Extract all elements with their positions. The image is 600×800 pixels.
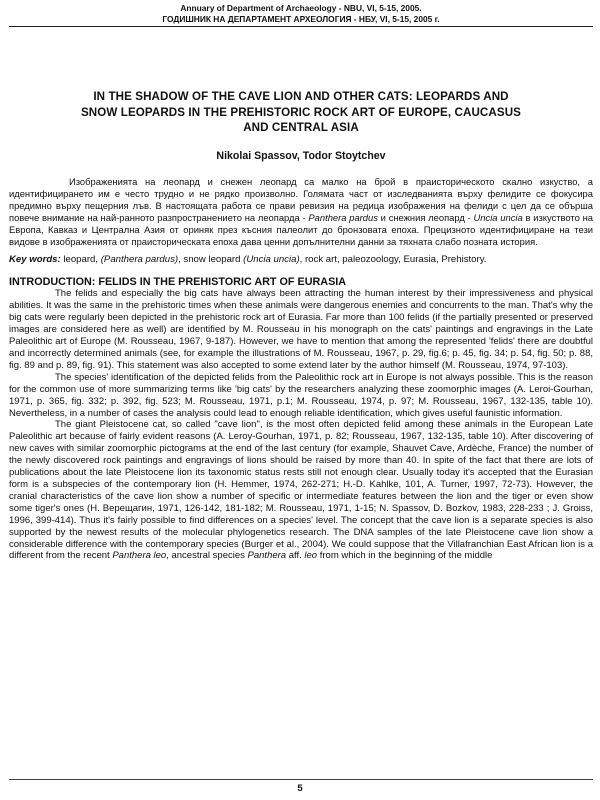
p3-text-e: aff. — [286, 550, 305, 562]
keywords-latin-1: (Panthera pardus) — [100, 254, 179, 266]
header-line-english: Annuary of Department of Archaeology - NBU, VI, 5-15, 2005. — [180, 3, 422, 13]
body-paragraph-2: The species' identification of the depicted felids from the Paleolithic rock art in Europe is not always possible. This is the reason for the common use of more summarizing terms like 'big cats' by the researchers analyzing these zoomorphic images (A. Leroi-Gourhan, 1971, p. 365, fig. 332; p. 392, fig. 523; M. Rousseau, 1971, p.1; M. Rousseau, 1974, p. 97; M. Rousseau, 1967, 132-135, table 10). Nevertheless, in a number of cases the analysis could lead to enough reliable identification, which gives useful faunistic information. — [9, 371, 593, 419]
page-number: 5 — [297, 783, 303, 794]
paper-title — [9, 89, 593, 136]
abstract-text-3: в изкуството на Европа, Кавказ и Централна Азия от ориняк през късния палеолит до бронзовата епоха. Прецизното идентифициране на тези видове в изображенията от праисторическата епоха дава ценни допълнителни данни за тяхната слабо позната история. — [9, 211, 593, 247]
keywords-text-3: , rock art, paleozoology, Eurasia, Prehistory. — [299, 254, 487, 266]
p3-text-g: from which in the beginning of the middle — [317, 550, 493, 562]
p3-text-a: The giant Pleistocene cat, so called "cave lion", is the most often depicted felid among these animals in the European Late Paleolithic art because of fairly evident reasons (A. Leroy-Gourhan, 1971, p. 82; Rousseau, 1967, 132-135, table 10). After discovering of new caves with similar zoomorphic pictograms at the end of the last century (for example, Shauvet Cave, Ardèche, France) the number of the newly discovered rock paintings and engravings of lions should be raised by more than 40. In spite of the fact that there are lots of publications about the late Pleistocene lion its taxonomic status rests still not enough clear. Usually today it's accepted that the Eurasian form is a subspecies of the contemporary lion (H. Hemmer, 1974, 262-271; H.-D. Kahlke, 101, A. Turner, 1997, 72-73). However, the cranial characteristics of the cave lion show a number of specific or intermediate features between the lion and the tiger or even show some tiger's ones (Н. Верещагин, 1971, 126-142, 181-182; M. Rousseau, 1971, 1-15; N. Spassov, D. Bozkov, 1983, 228-233 ; J. Groiss, 1996, 399-414). Thus it's fairly possible to find differences on a species' level. The concept that the cave lion is a separate species is also supported by the newest results of the molecular phylogenetics research. The DNA samples of the late Pleistocene cave lion show a considerable difference with the contemporary species (Burger et al., 2004). We could suppose that the Villafranchian East African lion is a different from the recent — [9, 419, 593, 562]
body-paragraph-3 — [9, 419, 593, 562]
keywords-text-1: leopard, — [60, 254, 101, 266]
keywords — [9, 254, 593, 266]
abstract-latin-1: Panthera pardus — [308, 211, 378, 223]
abstract-latin-2: Uncia uncia — [473, 211, 523, 223]
title-line-2: SNOW LEOPARDS IN THE PREHISTORIC ROCK ART OF EUROPE, CAUCASUS — [80, 105, 522, 119]
keywords-text-2: , snow leopard — [178, 254, 244, 266]
title-line-1: IN THE SHADOW OF THE CAVE LION AND OTHER CATS: LEOPARDS AND — [93, 90, 509, 103]
body-paragraph-1: The felids and especially the big cats have always been attracting the human interest by their impressiveness and physical abilities. It was the same in the prehistoric times when these animals were dangerous enemies and concurrents to the man. That's why the big cats were regularly been depicted in the prehistoric rock art of Eurasia. Far more than 100 felids (if the partially presented or preserved images are considered here as well) are identified by M. Rousseau in his monograph on the cats' paintings and engravings in the Late Paleolithic art of Europe (M. Rousseau, 1967, 9-187). However, we have to mention that among the represented 'felids' there are doubtful and incorrectly determined animals (see, for example the illustrations of M. Rousseau, 1967, p. 29, fig.6; p. 45, fig. 34; p. 54, fig. 50; p. 88, fig. 89 and p. 89, fig. 91). This statement was also accepted to some extend later by the author himself (M. Rousseau, 1974, 97-103). — [9, 288, 593, 371]
section-heading: INTRODUCTION: FELIDS IN THE PREHISTORIC ART OF EURASIA — [9, 276, 347, 289]
p3-latin-f: leo — [304, 550, 318, 562]
authors: Nikolai Spassov, Todor Stoytchev — [216, 149, 386, 162]
p3-latin-d: Panthera — [247, 550, 287, 562]
abstract-text-2: и снежния леопард - — [377, 211, 474, 223]
body-text — [9, 288, 593, 562]
title-line-3: AND CENTRAL ASIA — [243, 121, 359, 134]
p3-text-c: , ancestral species — [166, 550, 248, 562]
header-rule — [9, 26, 593, 27]
abstract-text-1: Изображенията на леопард и снежен леопард са малко на брой в праисторическото скално изкуство, а идентифицирането им е често трудно и не рядко произволно. Голямата част от изследванията върху фелидите се фокусира предимно върху пещерния лъв. В настоящата работа се прави ревизия на редица изображения на фелиди с цел да се обърша повече внимание на най-ранното разпространението на леопарда - — [9, 175, 593, 223]
running-header — [9, 0, 593, 24]
footer-rule — [9, 779, 593, 780]
keywords-latin-2: (Uncia uncia) — [243, 254, 300, 266]
p3-latin-b: Panthera leo — [112, 550, 167, 562]
header-line-bulgarian: ГОДИШНИК НА ДЕПАРТАМЕНТ АРХЕОЛОГИЯ - НБУ, VI, 5-15, 2005 г. — [162, 13, 440, 24]
keywords-label: Key words: — [9, 254, 61, 266]
abstract-bulgarian — [9, 176, 593, 249]
